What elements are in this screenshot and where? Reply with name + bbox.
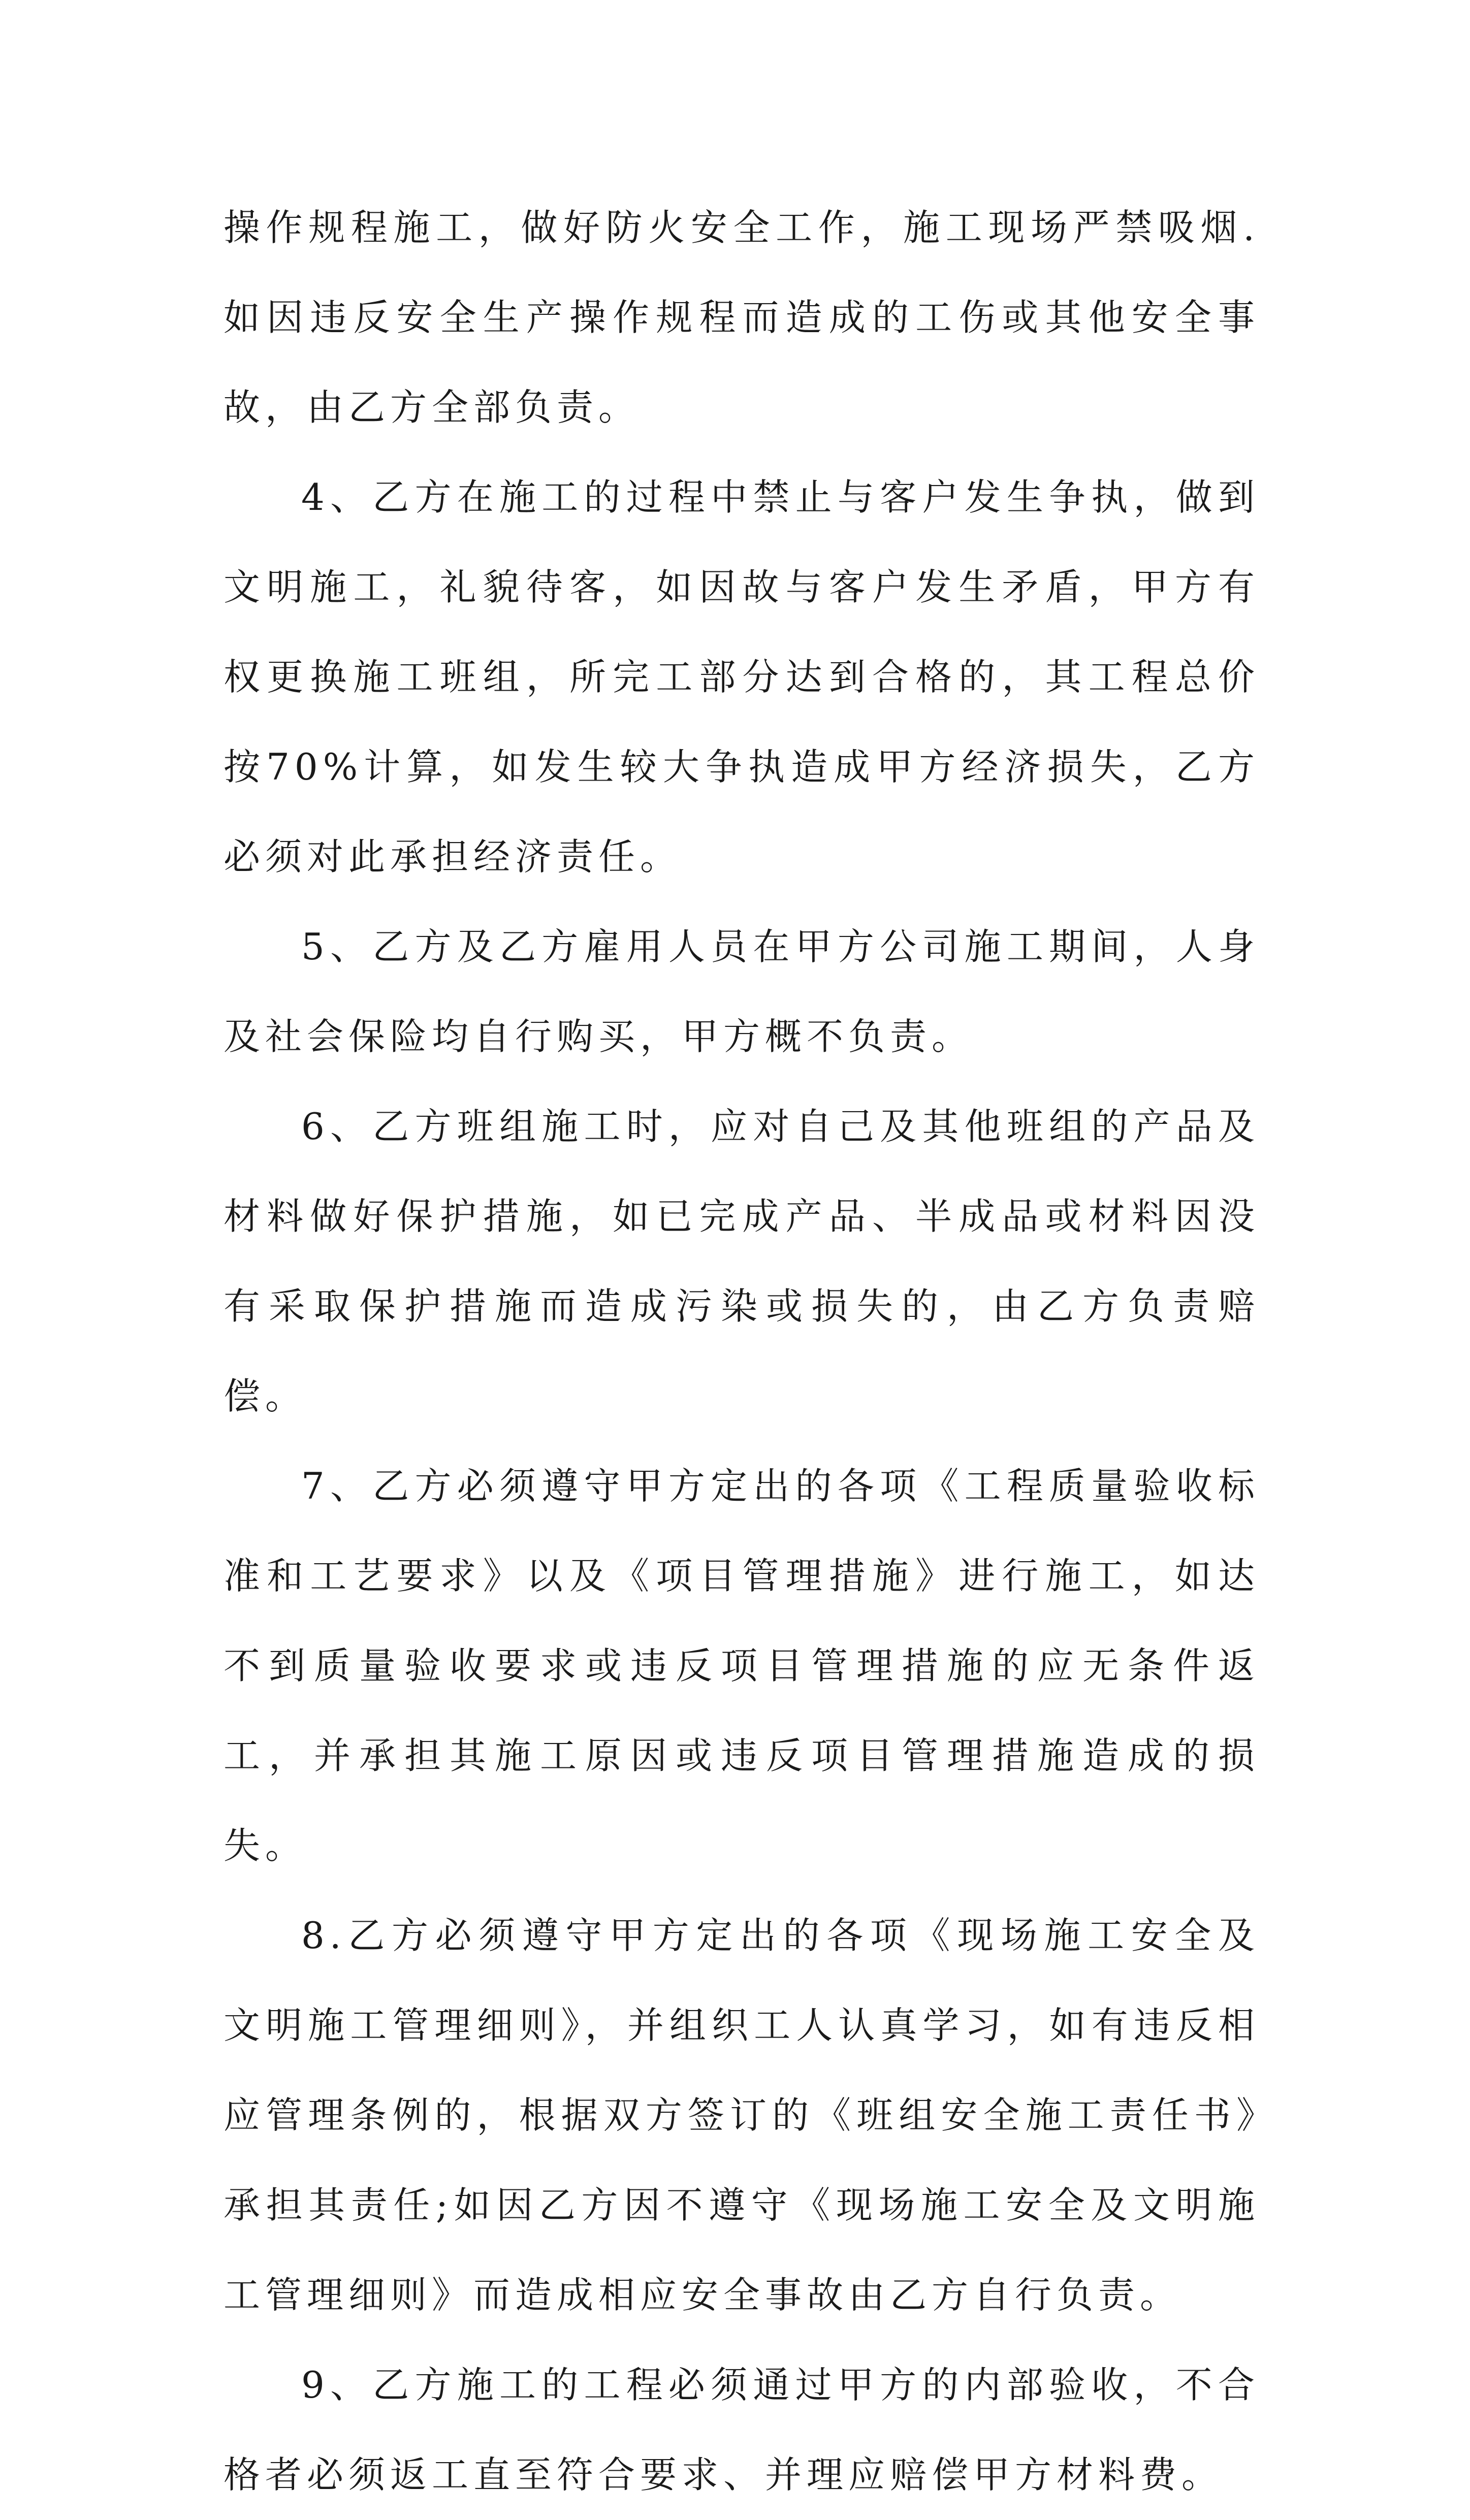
paragraph-clause-5: 5、乙方及乙方雇用人员在甲方公司施工期间，人身及社会保险均自行购买，甲方概不负责。 <box>223 925 1260 1058</box>
paragraph-clause-8: 8.乙方必须遵守甲方定出的各项《现场施工安全及文明施工管理细则》，并组织工人认真学习，如有违反相应管理条例的，根据双方签订的《班组安全施工责任书》承担其责任;如因乙方因不遵守《现场施工安全及文明施工管理细则》而造成相应安全事故由乙方自行负责。 <box>223 1914 1260 2316</box>
paragraph-clause-7: 7、乙方必须遵守甲方定出的各项《工程质量验收标准和工艺要求》以及《项目管理措施》进行施工，如达不到质量验收要求或违反项目管理措施的应无条件返工，并承担其施工原因或违反项目管理措施造成的损失。 <box>223 1465 1260 1867</box>
paragraph-clause-3-continued: 操作规程施工，做好防火安全工作，施工现场严禁吸烟.如因违反安全生产操作规程而造成的工伤或其他安全事故，由乙方全部负责。 <box>223 206 1260 429</box>
paragraph-clause-6: 6、乙方班组施工时，应对自己及其他班组的产品及材料做好保护措施，如已完成产品、半成品或材料因没有采取保护措施而造成污染或损失的，由乙方负责赔偿。 <box>223 1105 1260 1417</box>
paragraph-clause-9: 9、乙方施工的工程必须通过甲方的内部验收，不合格者必须返工直至符合要求、并理应赔偿甲方材料费。 <box>223 2364 1260 2496</box>
paragraph-clause-4: 4、乙方在施工的过程中禁止与客户发生争执，做到文明施工，礼貌待客，如因故与客户发生矛盾，甲方有权更换施工班组，所完工部分达到合格的，其工程总价按70%计算，如发生较大争执造成甲方经济损失，乙方必须对此承担经济责任。 <box>223 476 1260 878</box>
document-body <box>223 183 1260 2520</box>
